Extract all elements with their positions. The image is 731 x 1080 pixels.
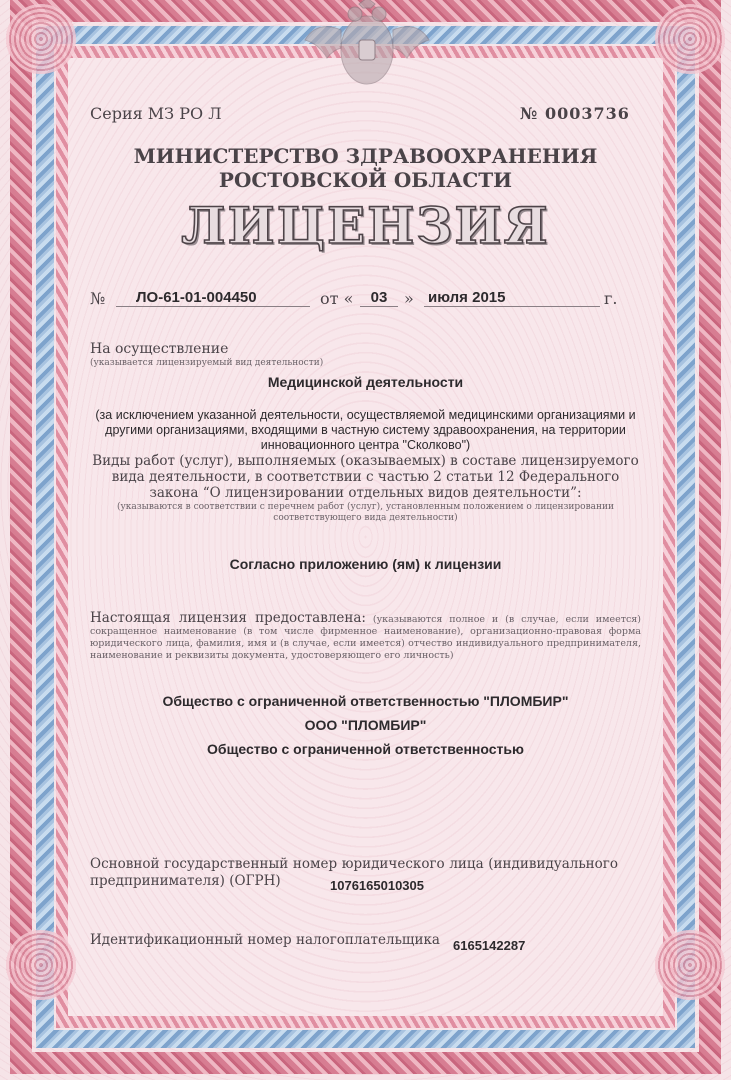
ministry-name-line2: РОСТОВСКОЙ ОБЛАСТИ [218, 168, 513, 192]
inn-label: Идентификационный номер налогоплательщика [90, 932, 440, 948]
works-hint: (указываются в соответствии с перечнем работ (услуг), установленным положением о лицензировании соответствующего вида деятельности) [116, 502, 615, 523]
license-day: 03 [360, 289, 398, 307]
licensee-full-name: Общество с ограниченной ответственностью "ПЛОМБИР" [162, 693, 569, 709]
activity-exclusion: (за исключением указанной деятельности, осуществляемой медицинскими организациями и другими организациями, входящими в частную систему здравоохранения, на территории инновационного центра "Сколково") [95, 408, 636, 452]
number-sign: № [90, 289, 106, 308]
series-label: Серия МЗ РО Л [90, 104, 222, 123]
ogrn-label: Основной государственный номер юридического лица (индивидуального предпринимателя) (ОГРН) [90, 856, 618, 889]
works-text: Виды работ (услуг), выполняемых (оказываемых) в составе лицензируемого вида деятельности, в соответствии с частью 2 статьи 12 Федерального закона “О лицензировании отдельных видов деятельности”: [92, 453, 639, 501]
date-day-close: » [404, 289, 414, 308]
ministry-name-line1: МИНИСТЕРСТВО ЗДРАВООХРАНЕНИЯ [133, 144, 598, 168]
activity-hint: (указывается лицензируемый вид деятельности) [90, 358, 324, 368]
licensee-intro-main: Настоящая лицензия предоставлена: [90, 610, 366, 626]
year-suffix: г. [604, 289, 618, 308]
licensee-legal-form: Общество с ограниченной ответственностью [207, 741, 524, 757]
license-number: ЛО-61-01-004450 [116, 289, 310, 307]
corner-rosette-top-right [655, 4, 725, 74]
document-title: ЛИЦЕНЗИЯ [181, 196, 550, 255]
licensee-short-name: ООО "ПЛОМБИР" [304, 717, 427, 733]
licensee-intro [90, 612, 641, 662]
activity-label: На осуществление [90, 341, 229, 357]
double-headed-eagle-emblem [297, 0, 437, 92]
corner-rosette-bottom-right [655, 930, 725, 1000]
corner-rosette-bottom-left [6, 930, 76, 1000]
licensee-intro-hint: (указываются полное и (в случае, если имеется) сокращенное наименование (в том числе фирменное наименование), организационно-правовая форма юридического лица, фамилия, имя и (в случае, если имеется) отчество индивидуального предпринимателя, наименование и реквизиты документа, удостоверяющего его личность) [90, 614, 641, 661]
inn-value: 6165142287 [453, 938, 526, 953]
date-from-label: от « [320, 289, 354, 308]
activity-value: Медицинской деятельности [267, 374, 464, 390]
ogrn-value: 1076165010305 [330, 878, 424, 893]
license-form-number: № 0003736 [520, 104, 630, 123]
license-month-year: июля 2015 [424, 289, 600, 307]
works-value: Согласно приложению (ям) к лицензии [229, 556, 502, 572]
corner-rosette-top-left [6, 4, 76, 74]
